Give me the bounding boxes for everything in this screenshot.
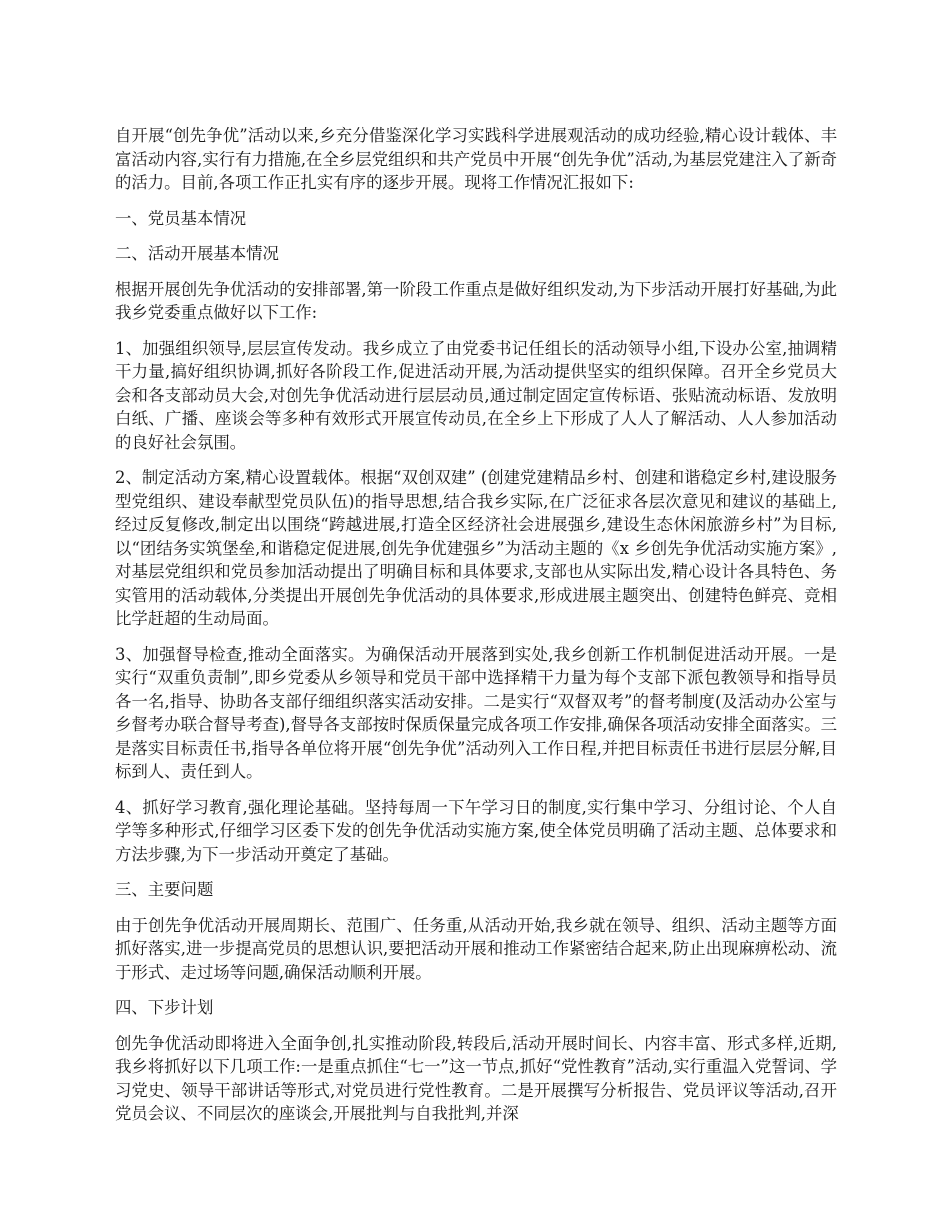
section-heading-problems: 三、主要问题 — [115, 880, 214, 899]
document-body — [115, 124, 837, 1138]
item-paragraph-3: 3、加强督导检查,推动全面落实。为确保活动开展落到实处,我乡创新工作机制促进活动开展。一是实行“双重负责制”,即乡党委从乡领导和党员干部中选择精干力量为每个支部下派包教领导和指导员各一名,指导、协助各支部仔细组织落实活动安排。二是实行“双督双考”的督考制度(及活动办公室与乡督考办联合督导考查),督导各支部按时保质保量完成各项工作安排,确保各项活动安排全面落实。三是落实目标责任书,指导各单位将开展“创先争优”活动列入工作日程,并把目标责任书进行层层分解,目标到人、责任到人。 — [115, 644, 837, 781]
intro-paragraph: 自开展“创先争优”活动以来,乡充分借鉴深化学习实践科学进展观活动的成功经验,精心设计载体、丰富活动内容,实行有力措施,在全乡层党组织和共产党员中开展“创先争优”活动,为基层党建注入了新奇的活力。目前,各项工作正扎实有序的逐步开展。现将工作情况汇报如下: — [115, 126, 837, 192]
section-heading-activities: 二、活动开展基本情况 — [115, 244, 279, 263]
activities-intro-paragraph: 根据开展创先争优活动的安排部署,第一阶段工作重点是做好组织发动,为下步活动开展打好基础,为此我乡党委重点做好以下工作: — [115, 279, 837, 322]
plan-paragraph: 创先争优活动即将进入全面争创,扎实推动阶段,转段后,活动开展时间长、内容丰富、形式多样,近期,我乡将抓好以下几项工作:一是重点抓住“七一”这一节点,抓好“党性教育”活动,实行重温入党誓词、学习党史、领导干部讲话等形式,对党员进行党性教育。二是开展撰写分析报告、党员评议等活动,召开党员会议、不同层次的座谈会,开展批判与自我批判,并深 — [115, 1033, 837, 1123]
problems-paragraph: 由于创先争优活动开展周期长、范围广、任务重,从活动开始,我乡就在领导、组织、活动主题等方面抓好落实,进一步提高党员的思想认识,要把活动开展和推动工作紧密结合起来,防止出现麻痹松动、流于形式、走过场等问题,确保活动顺利开展。 — [115, 915, 837, 982]
item-paragraph-1: 1、加强组织领导,层层宣传发动。我乡成立了由党委书记任组长的活动领导小组,下设办公室,抽调精干力量,搞好组织协调,抓好各阶段工作,促进活动开展,为活动提供坚实的组织保障。召开全乡党员大会和各支部动员大会,对创先争优活动进行层层动员,通过制定固定宣传标语、张贴流动标语、发放明白纸、广播、座谈会等多种有效形式开展宣传动员,在全乡上下形成了人人了解活动、人人参加活动的良好社会氛围。 — [115, 338, 837, 452]
item-paragraph-2: 2、制定活动方案,精心设置载体。根据“双创双建” (创建党建精品乡村、创建和谐稳定乡村,建设服务型党组织、建设奉献型党员队伍)的指导思想,结合我乡实际,在广泛征求各层次意见和建议的基础上,经过反复修改,制定出以围绕“跨越进展,打造全区经济社会进展强乡,建设生态休闲旅游乡村”为目标,以“团结务实筑堡垒,和谐稳定促进展,创先争优建强乡”为活动主题的《x 乡创先争优活动实施方案》,对基层党组织和党员参加活动提出了明确目标和具体要求,支部也从实际出发,精心设计各具特色、务实管用的活动载体,分类提出开展创先争优活动的具体要求,形成进展主题突出、创建特色鲜亮、竞相比学赶超的生动局面。 — [115, 468, 837, 628]
section-heading-plan: 四、下步计划 — [115, 998, 214, 1017]
section-heading-members: 一、党员基本情况 — [115, 208, 247, 228]
item-paragraph-4: 4、抓好学习教育,强化理论基础。坚持每周一下午学习日的制度,实行集中学习、分组讨论、个人自学等多种形式,仔细学习区委下发的创先争优活动实施方案,使全体党员明确了活动主题、总体要求和方法步骤,为下一步活动开奠定了基础。 — [115, 797, 837, 864]
